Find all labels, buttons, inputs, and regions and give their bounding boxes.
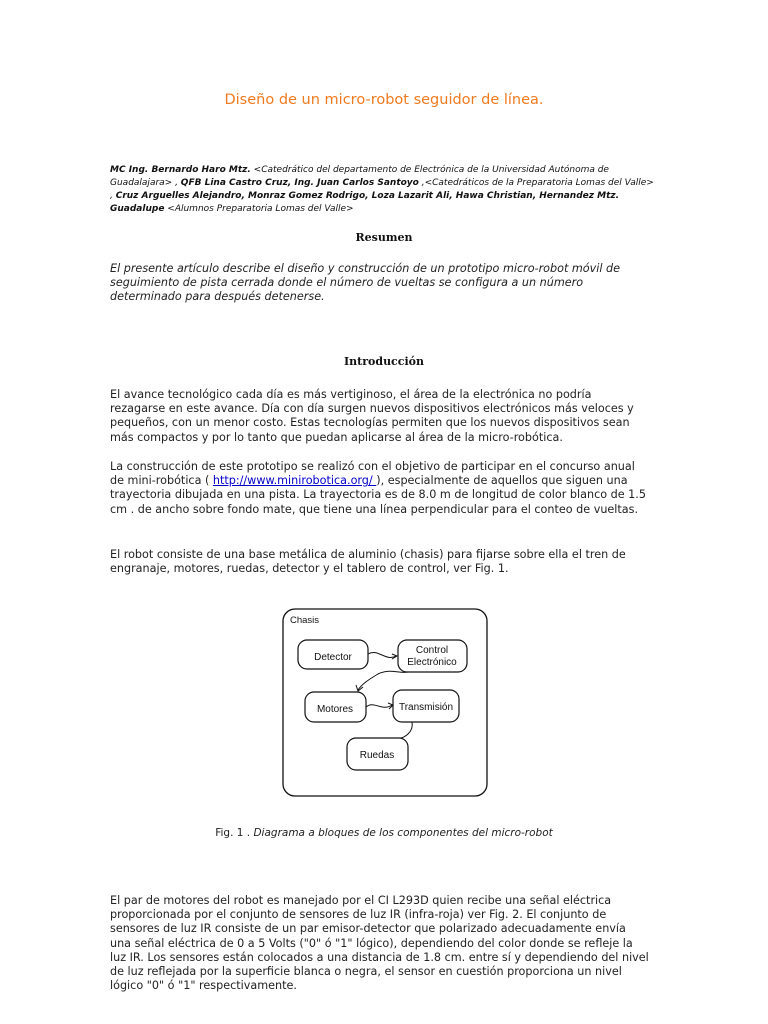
author-affiliation-3: <Alumnos Preparatoria Lomas del Valle>	[164, 204, 354, 214]
paragraph-2-text-b: ), especialmente de aquellos que siguen una trayectoria dibujada en una pista. La trayectoria es de 8.0 m de longitud de color blanco de 1.5 cm . de ancho sobre fondo mate, que tiene una línea perpendicular para el conteo de vueltas.	[110, 474, 646, 516]
author-group-2: QFB Lina Castro Cruz, Ing. Juan Carlos Santoyo	[180, 178, 419, 188]
author-group-3: Cruz Arguelles Alejandro, Monraz Gomez Rodrigo, Loza Lazarit Ali, Hawa Christian, Hernandez Mtz. Guadalupe	[110, 191, 620, 214]
paragraph-3: El robot consiste de una base metálica de aluminio (chasis) para fijarse sobre ella el tren de engranaje, motores, ruedas, detector y el tablero de control, ver Fig. 1.	[110, 548, 626, 576]
paragraph-4: El par de motores del robot es manejado por el CI L293D quien recibe una señal eléctrica proporcionada por el conjunto de sensores de luz IR (infra-roja) ver Fig. 2. El conjunto de sensores de luz IR consiste de un par emisor-detector que polarizado adecuadamente envía una señal eléctrica de 0 a 5 Volts ("0" ó "1" lógico), dependiendo del color donde se refleje la luz IR. Los sensores están colocados a una distancia de 1.8 cm. entre sí y dependiendo del nivel de luz reflejada por la superficie blanca o negra, el sensor en cuestión proporciona un nivel lógico "0" ó "1" respectivamente.	[110, 894, 649, 993]
motores-label: Motores	[316, 704, 354, 715]
chasis-label: Chasis	[290, 615, 320, 626]
transmision-label: Transmisión	[398, 702, 454, 713]
abstract-text: El presente artículo describe el diseño y construcción de un prototipo micro-robot móvil de seguimiento de pista cerrada donde el número de vueltas se configura a un número determinado para después detenerse.	[110, 262, 621, 304]
ruedas-label: Ruedas	[359, 750, 395, 761]
author-group-1: MC Ing. Bernardo Haro Mtz.	[110, 165, 251, 175]
figure-1-caption	[110, 827, 658, 839]
paragraph-2-text-a: La construcción de este prototipo se realizó con el objetivo de participar en el concurso anual de mini-robótica (	[110, 460, 635, 488]
figure-1	[282, 608, 488, 802]
author-affiliation-2: ,<Catedráticos de la Preparatoria Lomas del Valle> ,	[110, 178, 654, 201]
detector-label: Detector	[314, 652, 352, 663]
paper-title: Diseño de un micro-robot seguidor de línea.	[224, 92, 544, 108]
block-diagram	[282, 608, 488, 798]
control-label-line-1: Control	[415, 645, 449, 656]
caption-text: Diagrama a bloques de los componentes del micro-robot	[253, 827, 553, 839]
section-heading-introduccion: Introducción	[344, 355, 424, 368]
caption-prefix: Fig. 1 .	[215, 827, 254, 839]
minirobotica-link[interactable]: http://www.minirobotica.org/	[212, 474, 377, 488]
paragraph-2	[110, 460, 650, 517]
author-affiliation-1: <Catedrático del departamento de Electrónica de la Universidad Autónoma de Guadalajara> ,	[110, 165, 609, 188]
paragraph-1: El avance tecnológico cada día es más vertiginoso, el área de la electrónica no podría rezagarse en este avance. Día con día surgen nuevos dispositivos electrónicos más veloces y pequeños, con un menor costo. Estas tecnologías permiten que los nuevos dispositivos sean más compactos y por lo tanto que puedan aplicarse al área de la micro-robótica.	[110, 388, 634, 444]
author-list	[110, 164, 658, 216]
control-label-line-2: Electrónico	[407, 657, 457, 668]
section-heading-resumen: Resumen	[355, 231, 413, 244]
